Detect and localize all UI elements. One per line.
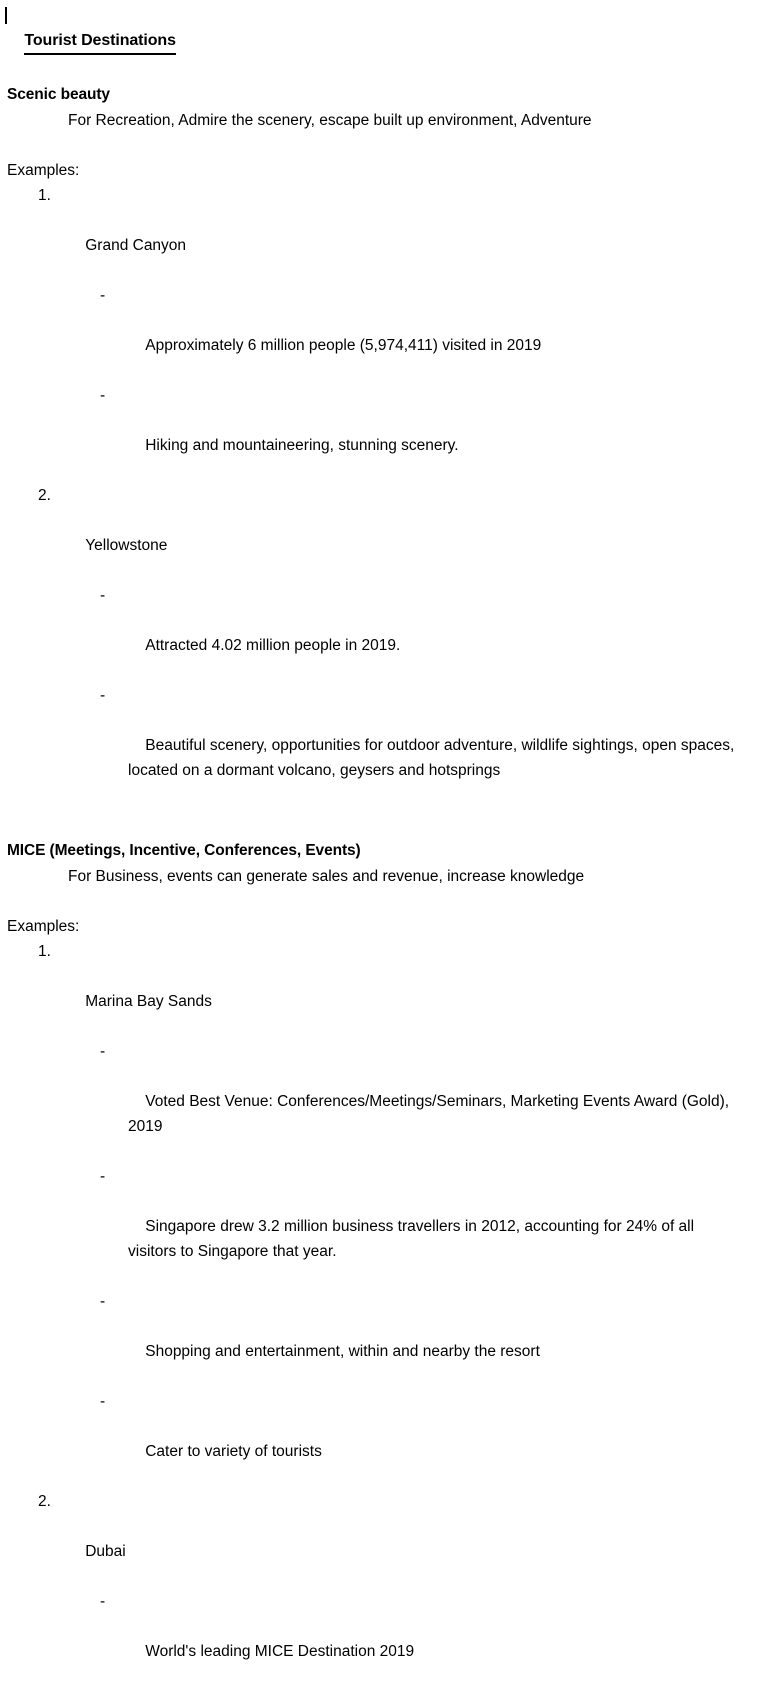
text-caret [5, 7, 7, 24]
list-item [0, 939, 766, 1039]
list-item-label: Attracted 4.02 million people in 2019. [145, 637, 401, 654]
list-item [0, 683, 766, 808]
blank-line [0, 889, 766, 914]
list-item-label: Cater to variety of tourists [145, 1443, 322, 1460]
list-item [0, 1164, 766, 1289]
list-item [0, 383, 766, 483]
list-item [0, 1589, 766, 1689]
section-description-scenic-beauty: For Recreation, Admire the scenery, escape built up environment, Adventure [68, 112, 592, 129]
list-item-label: Hiking and mountaineering, stunning scenery. [145, 437, 459, 454]
bullet-marker: - [100, 1293, 106, 1310]
list-marker: 1. [38, 187, 51, 204]
bullet-marker: - [100, 1043, 106, 1060]
section-heading-scenic-beauty: Scenic beauty [7, 86, 110, 103]
list-item-label: Marina Bay Sands [85, 993, 212, 1010]
bullet-marker: - [100, 587, 106, 604]
list-item-label: Voted Best Venue: Conferences/Meetings/Seminars, Marketing Events Award (Gold), 2019 [128, 1093, 734, 1135]
bullet-marker: - [100, 1168, 106, 1185]
list-item-label: Grand Canyon [85, 237, 187, 254]
list-item-label: Beautiful scenery, opportunities for outdoor adventure, wildlife sightings, open spaces, located on a dormant volcano, geysers and hotsprings [128, 737, 739, 779]
blank-line [0, 133, 766, 158]
list-marker: 2. [38, 1493, 51, 1510]
page-title [0, 0, 766, 77]
list-item-label: Yellowstone [85, 537, 168, 554]
list-item [0, 1289, 766, 1389]
section-heading-mice: MICE (Meetings, Incentive, Conferences, Events) [7, 842, 361, 859]
list-item [0, 1039, 766, 1164]
examples-label-mice: Examples: [7, 918, 80, 935]
bullet-marker: - [100, 1593, 106, 1610]
list-item-label: Shopping and entertainment, within and nearby the resort [145, 1343, 540, 1360]
bullet-marker: - [100, 1393, 106, 1410]
list-item [0, 483, 766, 583]
blank-line [0, 808, 766, 833]
list-item [0, 1489, 766, 1589]
list-item-label: World's leading MICE Destination 2019 [145, 1643, 415, 1660]
examples-label-scenic-beauty: Examples: [7, 162, 80, 179]
list-item [0, 183, 766, 283]
list-item [0, 583, 766, 683]
list-item [0, 283, 766, 383]
list-marker: 1. [38, 943, 51, 960]
page-title-text: Tourist Destinations [24, 30, 176, 55]
list-item-label: Dubai [85, 1543, 126, 1560]
list-item [0, 1389, 766, 1489]
list-item-label: Approximately 6 million people (5,974,411) visited in 2019 [145, 337, 542, 354]
bullet-marker: - [100, 287, 106, 304]
list-marker: 2. [38, 487, 51, 504]
section-description-mice: For Business, events can generate sales and revenue, increase knowledge [68, 868, 585, 885]
bullet-marker: - [100, 387, 106, 404]
list-item-label: Singapore drew 3.2 million business travellers in 2012, accounting for 24% of all visitors to Singapore that year. [128, 1218, 699, 1260]
bullet-marker: - [100, 687, 106, 704]
